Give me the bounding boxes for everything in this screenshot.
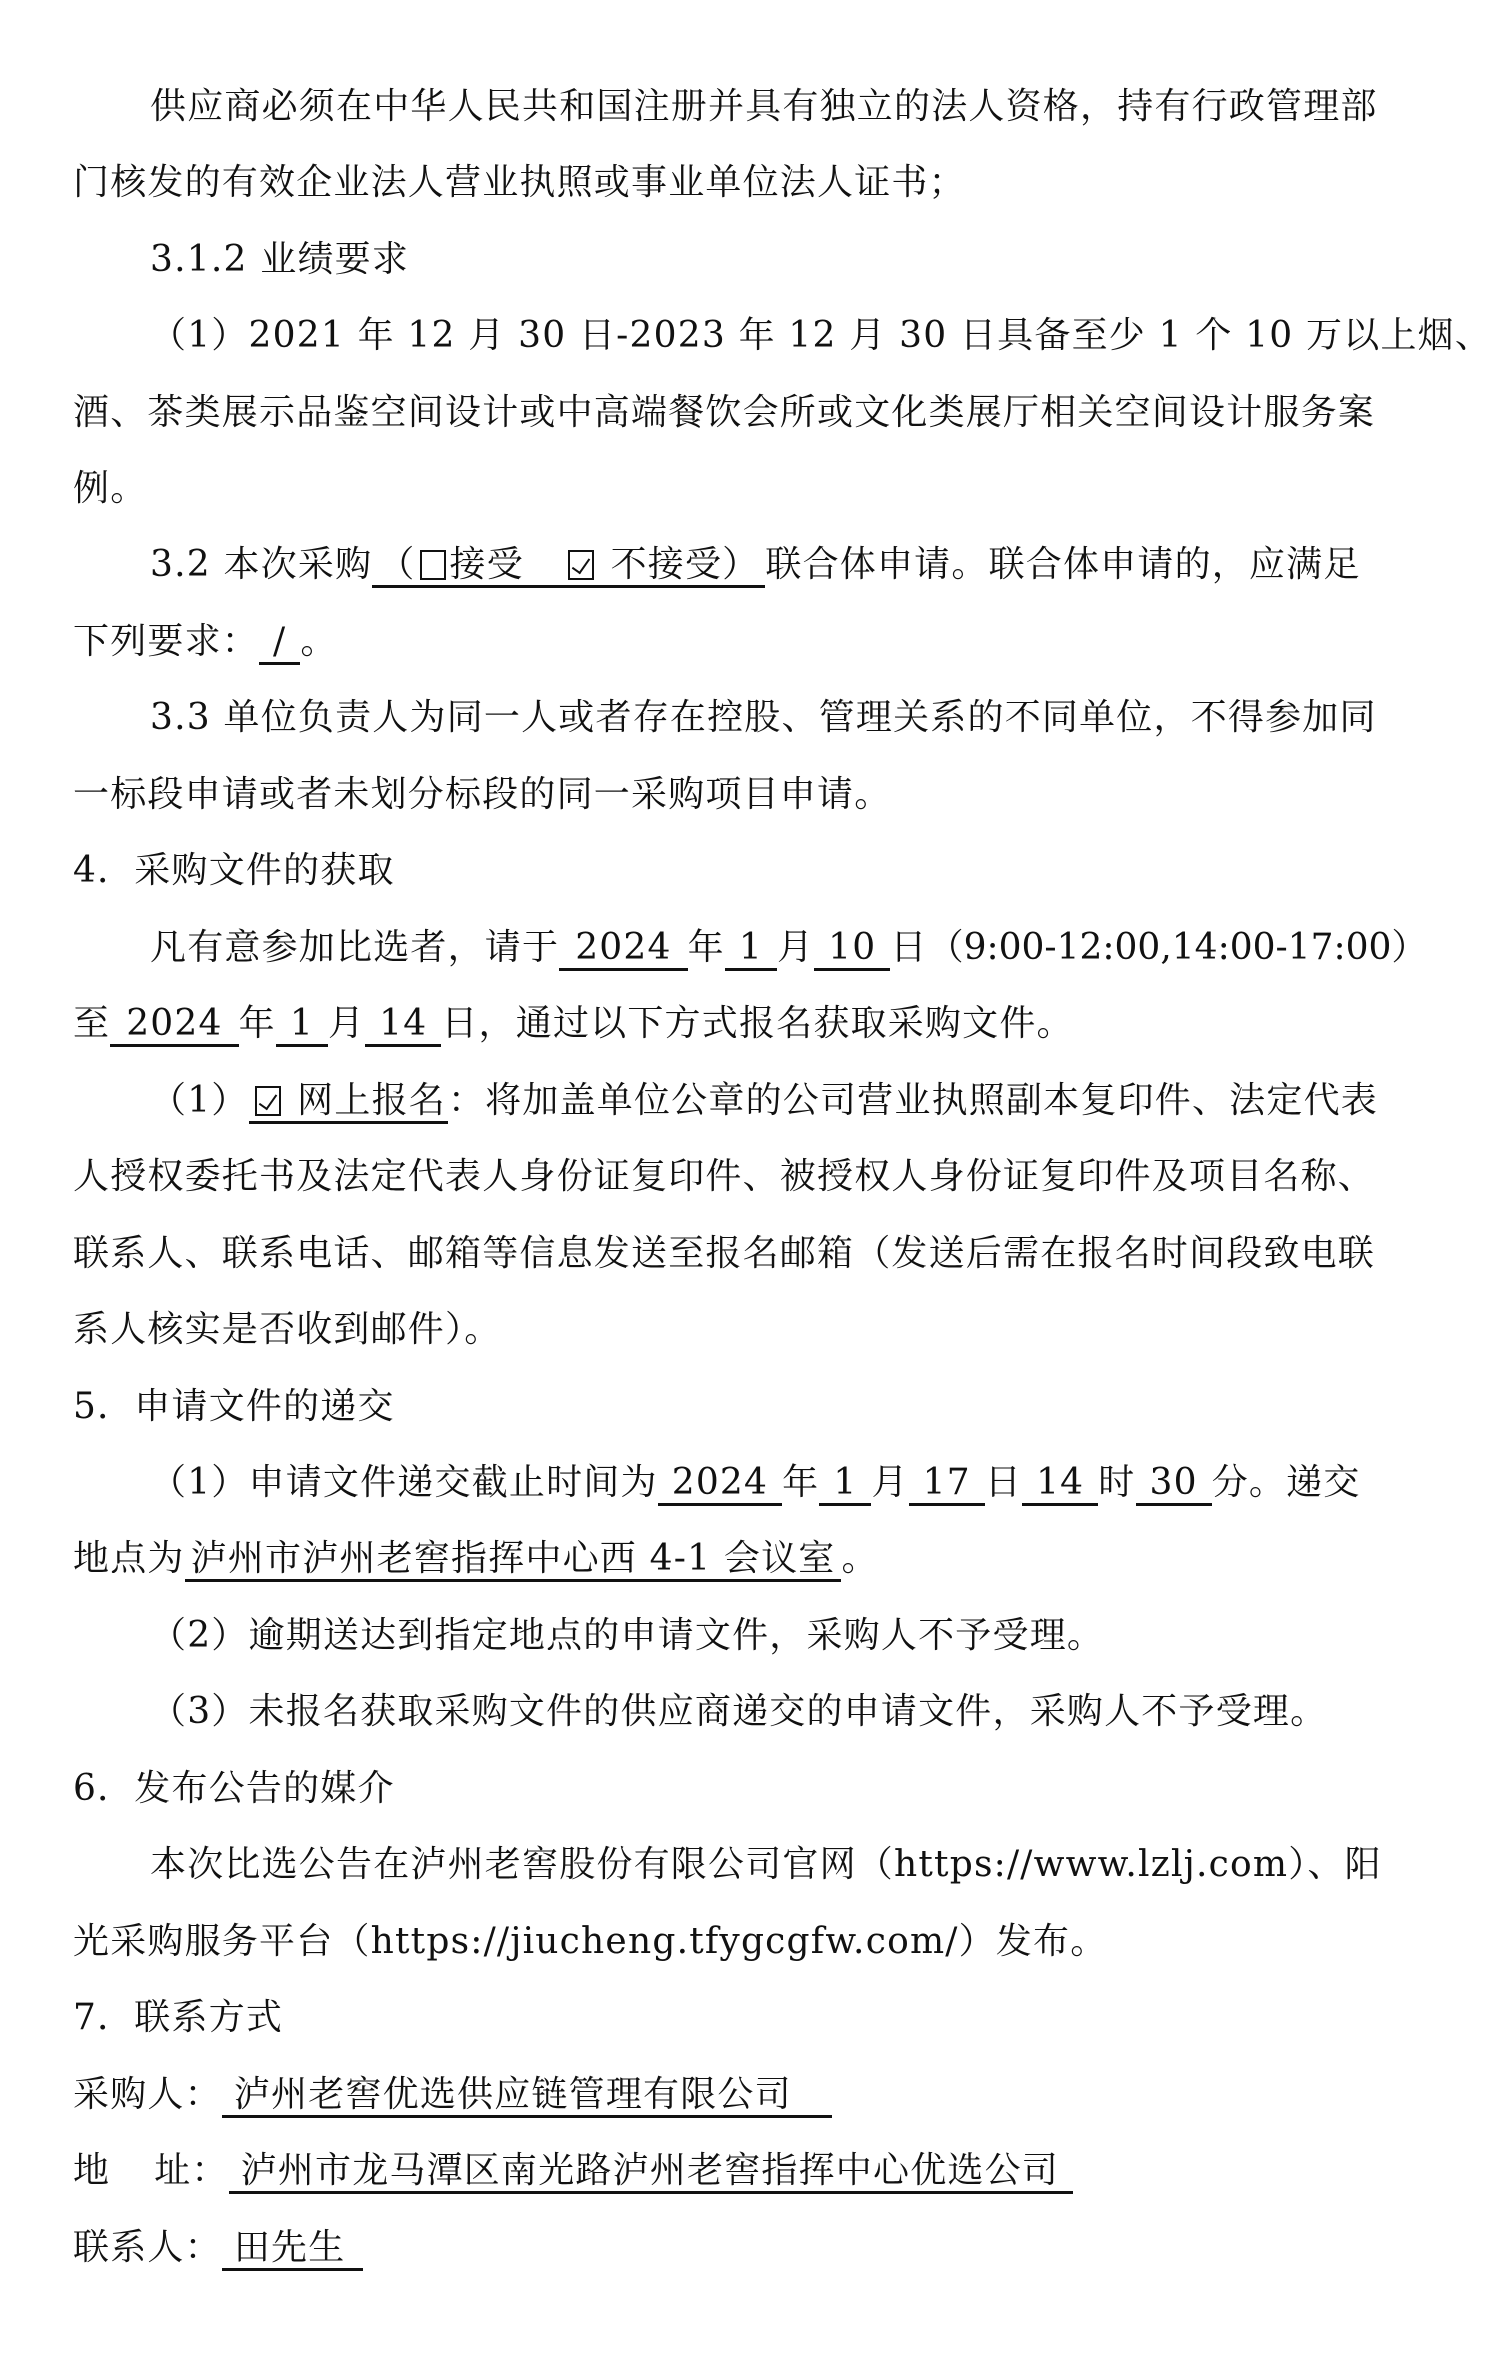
- address-label-part2: 址：: [154, 2150, 229, 2191]
- publication-text: 光采购服务平台（https://jiucheng.tfygcgfw.com/）发布。: [73, 1921, 1108, 1962]
- end-year: 2024: [110, 1004, 238, 1047]
- heading-section-6: [73, 1751, 395, 1827]
- online-registration-line1: [150, 1063, 1378, 1139]
- paren-close: ）: [722, 544, 760, 585]
- restriction-line1: [150, 680, 1377, 756]
- checkbox-accept-icon: [420, 550, 446, 580]
- contact-label: 联系人：: [73, 2227, 222, 2268]
- consortium-line2: [73, 604, 338, 680]
- deadline-day: 17: [909, 1463, 985, 1506]
- end-day: 14: [365, 1004, 441, 1047]
- qualification-text: 供应商必须在中华人民共和国注册并具有独立的法人资格，持有行政管理部: [150, 86, 1378, 127]
- online-registration-text: 联系人、联系电话、邮箱等信息发送至报名邮箱（发送后需在报名时间段致电联: [73, 1233, 1376, 1274]
- publication-media-line2: [73, 1904, 1107, 1980]
- section-heading: 4．采购文件的获取: [73, 850, 395, 891]
- option-accept-label: 接受: [449, 544, 524, 585]
- consortium-line1: [150, 527, 1361, 603]
- contact-address-row: [73, 2133, 1073, 2209]
- start-year: 2024: [559, 928, 687, 971]
- qualification-text-cont: 门核发的有效企业法人营业执照或事业单位法人证书；: [73, 162, 966, 203]
- consortium-prefix: 3.2 本次采购: [150, 544, 373, 585]
- period: 。: [300, 621, 338, 662]
- performance-text: （1）2021 年 12 月 30 日-2023 年 12 月 30 日具备至少 1 个 10 万以上烟、: [150, 315, 1493, 356]
- paragraph-qualification-line2: [73, 145, 966, 221]
- end-month: 1: [276, 1004, 328, 1047]
- heading-section-5: [73, 1369, 395, 1445]
- section-heading: 6．发布公告的媒介: [73, 1768, 395, 1809]
- deadline-minute: 30: [1136, 1463, 1212, 1506]
- consortium-options: [372, 545, 765, 588]
- section-heading: 5．申请文件的递交: [73, 1386, 395, 1427]
- performance-item1-line2: [73, 375, 1375, 451]
- acquisition-period-line1: [150, 910, 1427, 986]
- submission-location: 泸州市泸州老窖指挥中心西 4-1 会议室: [185, 1539, 842, 1582]
- publication-text: 本次比选公告在泸州老窖股份有限公司官网（https://www.lzlj.com）、阳: [150, 1844, 1382, 1885]
- online-registration-text: 系人核实是否收到邮件）。: [73, 1309, 502, 1350]
- restriction-line2: [73, 757, 891, 833]
- performance-item1-line3: [73, 451, 147, 527]
- online-registration-text: ：将加盖单位公章的公司营业执照副本复印件、法定代表: [447, 1080, 1378, 1121]
- paren-open: （: [378, 544, 416, 585]
- period: 。: [841, 1538, 879, 1579]
- contact-value: 田先生: [222, 2228, 364, 2271]
- acquisition-prefix: 凡有意参加比选者，请于: [150, 927, 560, 968]
- unregistered-submission-rule: [150, 1674, 1327, 1750]
- minute-label: 分。递交: [1211, 1462, 1361, 1503]
- option-reject-label: 不接受: [610, 544, 723, 585]
- section-heading: 3.1.2 业绩要求: [150, 239, 410, 280]
- paragraph-qualification-line1: [150, 69, 1378, 145]
- month-label: 月: [327, 1003, 366, 1044]
- contact-person-row: [73, 2210, 363, 2286]
- online-registration-line3: [73, 1216, 1375, 1292]
- hours-text: （9:00-12:00,14:00-17:00）: [927, 927, 1428, 968]
- acquisition-period-line2: [73, 986, 1074, 1062]
- month-label: 月: [776, 927, 815, 968]
- deadline-hour: 14: [1022, 1463, 1098, 1506]
- performance-text: 例。: [73, 468, 148, 509]
- checkbox-checked-reject-icon: [568, 550, 594, 580]
- to-label: 至: [73, 1003, 111, 1044]
- address-value: 泸州市龙马潭区南光路泸州老窖指挥中心优选公司: [229, 2151, 1073, 2194]
- month-label: 月: [871, 1462, 909, 1503]
- year-label: 年: [238, 1003, 276, 1044]
- year-label: 年: [782, 1462, 820, 1503]
- location-label: 地点为: [73, 1538, 185, 1579]
- requirements-value: /: [259, 622, 300, 665]
- heading-section-4: [73, 833, 395, 909]
- hour-label: 时: [1098, 1462, 1136, 1503]
- start-month: 1: [725, 928, 777, 971]
- contact-purchaser-row: [73, 2057, 832, 2133]
- performance-item1-line1: [150, 298, 1492, 374]
- online-registration-text: 人授权委托书及法定代表人身份证复印件、被授权人身份证复印件及项目名称、: [73, 1156, 1376, 1197]
- purchaser-label: 采购人：: [73, 2074, 222, 2115]
- deadline-prefix: （1）申请文件递交截止时间为: [150, 1462, 658, 1503]
- year-label: 年: [687, 927, 725, 968]
- day-label: 日: [890, 927, 928, 968]
- restriction-text: 3.3 单位负责人为同一人或者存在控股、管理关系的不同单位，不得参加同: [150, 697, 1377, 738]
- submission-location-line: [73, 1521, 879, 1597]
- online-registration-option: [249, 1081, 448, 1124]
- consortium-suffix: 联合体申请。联合体申请的，应满足: [765, 544, 1361, 585]
- heading-section-7: [73, 1980, 283, 2056]
- acquisition-suffix: 日，通过以下方式报名获取采购文件。: [441, 1003, 1074, 1044]
- rule-text: （3）未报名获取采购文件的供应商递交的申请文件，采购人不予受理。: [150, 1691, 1328, 1732]
- publication-media-line1: [150, 1827, 1382, 1903]
- address-label-part1: 地: [73, 2150, 111, 2191]
- submission-deadline-line: [150, 1445, 1361, 1521]
- rule-text: （2）逾期送达到指定地点的申请文件，采购人不予受理。: [150, 1615, 1105, 1656]
- purchaser-value: 泸州老窖优选供应链管理有限公司: [222, 2075, 832, 2118]
- online-registration-line2: [73, 1139, 1375, 1215]
- start-day: 10: [814, 928, 890, 971]
- restriction-text: 一标段申请或者未划分标段的同一采购项目申请。: [73, 774, 892, 815]
- online-registration-line4: [73, 1292, 501, 1368]
- requirements-label: 下列要求：: [73, 621, 260, 662]
- heading-3-1-2: [150, 222, 409, 298]
- online-registration-label: 网上报名: [297, 1080, 446, 1121]
- checkbox-checked-online-icon: [255, 1086, 281, 1116]
- day-label: 日: [984, 1462, 1023, 1503]
- section-heading: 7．联系方式: [73, 1997, 284, 2038]
- deadline-month: 1: [819, 1463, 871, 1506]
- deadline-year: 2024: [658, 1463, 782, 1506]
- performance-text: 酒、茶类展示品鉴空间设计或中高端餐饮会所或文化类展厅相关空间设计服务案: [73, 392, 1376, 433]
- item-number: （1）: [150, 1080, 249, 1121]
- late-submission-rule: [150, 1598, 1104, 1674]
